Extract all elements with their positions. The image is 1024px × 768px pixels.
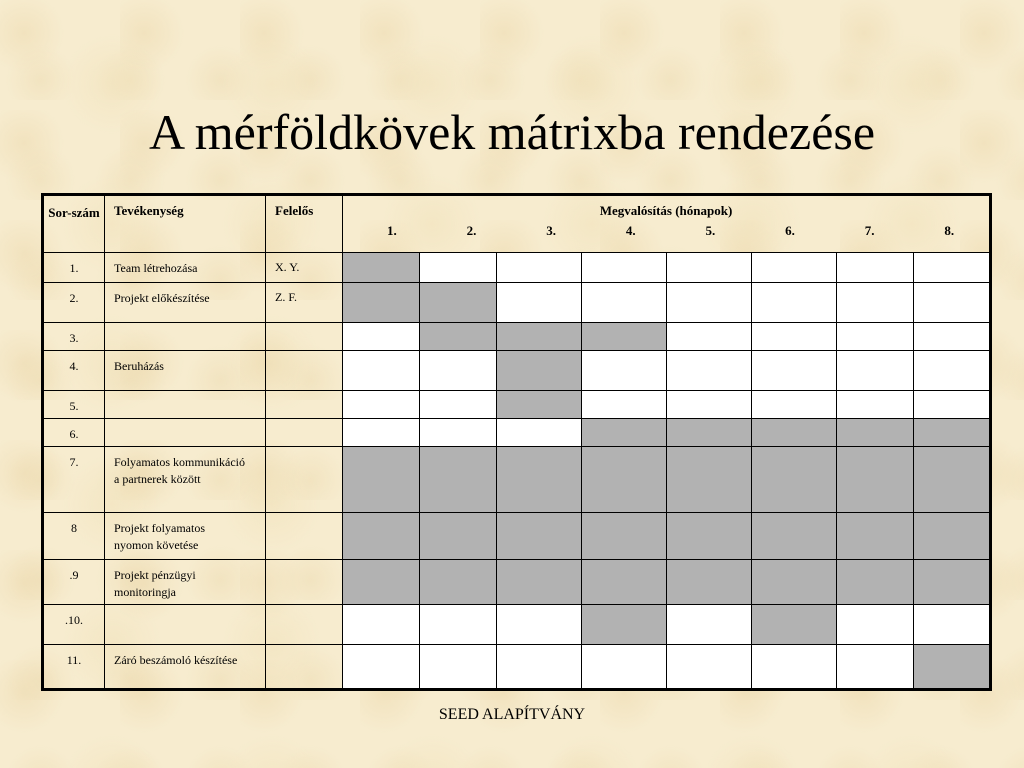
month-cell-empty [667,283,752,323]
activity-line: Folyamatos kommunikáció [114,455,245,469]
month-cell-empty [667,605,752,645]
month-cell-active [914,447,991,513]
month-cell-active [914,419,991,447]
month-cell-empty [343,419,420,447]
activity-line: Beruházás [114,359,164,373]
activity-line: Team létrehozása [114,261,198,275]
month-cell-active [343,447,420,513]
month-cell-active [752,419,837,447]
month-cell-empty [914,351,991,391]
table-row [43,560,991,605]
month-cell-empty [837,283,914,323]
month-cell-active [752,605,837,645]
responsible-cell [266,391,343,419]
month-cell-empty [837,351,914,391]
month-cell-empty [914,253,991,283]
month-cell-active [752,513,837,560]
month-cell-active [752,560,837,605]
row-number: 5. [43,391,105,419]
month-cell-active [582,605,667,645]
month-cell-active [837,419,914,447]
month-cell-active [582,447,667,513]
month-cell-empty [420,253,497,283]
header-period-title: Megvalósítás (hónapok) [599,203,733,218]
table-row [43,283,991,323]
month-cell-empty [752,253,837,283]
milestone-matrix [41,193,992,691]
header-period [343,195,991,253]
month-cell-empty [497,253,582,283]
responsible-cell [266,560,343,605]
month-cell-active [497,560,582,605]
activity-line: a partnerek között [114,472,201,486]
slide-title: A mérföldkövek mátrixba rendezése [148,104,876,160]
month-cell-active [582,513,667,560]
month-cell-active [420,447,497,513]
month-cell-empty [582,645,667,690]
month-cell-empty [667,351,752,391]
month-cell-active [582,560,667,605]
month-cell-empty [497,419,582,447]
table-row [43,351,991,391]
activity-line: Projekt folyamatos [114,521,205,535]
month-cell-active [837,513,914,560]
activity-cell [105,645,266,690]
month-cell-empty [582,253,667,283]
row-number: 1. [43,253,105,283]
month-label: 5. [705,223,716,238]
row-number: 7. [43,447,105,513]
month-cell-active [343,560,420,605]
month-cell-active [837,447,914,513]
month-cell-active [343,283,420,323]
month-cell-active [497,323,582,351]
table-row [43,645,991,690]
header-row [43,195,991,253]
month-cell-empty [752,645,837,690]
month-cell-empty [343,351,420,391]
row-number: .9 [43,560,105,605]
month-cell-empty [837,605,914,645]
month-cell-active [582,419,667,447]
header-activity: Tevékenység [105,195,266,253]
month-label: 1. [386,223,397,238]
month-cell-empty [667,391,752,419]
month-cell-active [343,253,420,283]
month-cell-empty [837,323,914,351]
activity-cell [105,605,266,645]
month-cell-empty [837,253,914,283]
month-label: 2. [466,223,477,238]
row-number: 3. [43,323,105,351]
table-row [43,513,991,560]
activity-cell [105,351,266,391]
activity-line: Záró beszámoló készítése [114,653,238,667]
activity-cell [105,447,266,513]
month-cell-active [420,513,497,560]
responsible-cell: Z. F. [266,283,343,323]
month-cell-empty [343,605,420,645]
responsible-cell: X. Y. [266,253,343,283]
activity-cell [105,391,266,419]
month-cell-empty [752,391,837,419]
responsible-cell [266,351,343,391]
month-cell-empty [582,283,667,323]
month-cell-active [497,351,582,391]
row-number: 6. [43,419,105,447]
row-number: 11. [43,645,105,690]
month-cell-empty [343,645,420,690]
row-number: 4. [43,351,105,391]
month-cell-empty [914,391,991,419]
month-cell-empty [582,391,667,419]
month-cell-empty [343,391,420,419]
month-cell-active [914,645,991,690]
month-cell-active [582,323,667,351]
month-cell-empty [914,283,991,323]
activity-line: nyomon követése [114,538,199,552]
month-cell-active [837,560,914,605]
table-row [43,605,991,645]
month-cell-empty [420,351,497,391]
responsible-cell [266,645,343,690]
month-cell-active [667,560,752,605]
month-cell-empty [420,391,497,419]
table-row [43,253,991,283]
month-label: 7. [864,223,875,238]
month-cell-active [667,513,752,560]
month-label: 4. [625,223,636,238]
month-cell-empty [582,351,667,391]
month-cell-active [420,560,497,605]
table-row [43,447,991,513]
responsible-cell [266,419,343,447]
month-cell-active [497,391,582,419]
month-cell-empty [667,323,752,351]
row-number: .10. [43,605,105,645]
header-sorszam: Sor-szám [43,195,105,253]
responsible-cell [266,513,343,560]
month-cell-empty [914,323,991,351]
month-cell-empty [497,645,582,690]
month-cell-empty [497,283,582,323]
table-row [43,391,991,419]
responsible-cell [266,605,343,645]
month-cell-active [497,447,582,513]
activity-line: Projekt pénzügyi monitoringja [114,568,196,599]
activity-cell [105,283,266,323]
month-cell-active [420,323,497,351]
row-number: 8 [43,513,105,560]
month-cell-empty [914,605,991,645]
header-months [343,221,989,241]
footer-organization: SEED ALAPÍTVÁNY [438,706,586,723]
month-cell-active [914,560,991,605]
month-cell-empty [343,323,420,351]
month-cell-empty [420,605,497,645]
month-cell-empty [420,419,497,447]
month-label: 6. [785,223,795,238]
responsible-cell [266,447,343,513]
month-cell-active [497,513,582,560]
month-cell-empty [752,323,837,351]
activity-cell [105,253,266,283]
month-cell-empty [497,605,582,645]
month-cell-empty [837,645,914,690]
activity-cell [105,419,266,447]
activity-cell [105,560,266,605]
header-responsible: Felelős [266,195,343,253]
month-cell-active [752,447,837,513]
month-cell-active [667,419,752,447]
table-row [43,323,991,351]
responsible-cell [266,323,343,351]
month-label: 3. [546,223,556,238]
month-cell-empty [667,645,752,690]
matrix-body [43,253,991,690]
month-label: 8. [944,223,955,238]
activity-cell [105,323,266,351]
row-number: 2. [43,283,105,323]
month-cell-empty [752,351,837,391]
month-cell-active [343,513,420,560]
activity-cell [105,513,266,560]
month-cell-empty [837,391,914,419]
table-row [43,419,991,447]
month-cell-active [914,513,991,560]
month-cell-empty [420,645,497,690]
month-cell-empty [752,283,837,323]
month-cell-active [667,447,752,513]
month-cell-active [420,283,497,323]
month-cell-empty [667,253,752,283]
activity-line: Projekt előkészítése [114,291,210,305]
